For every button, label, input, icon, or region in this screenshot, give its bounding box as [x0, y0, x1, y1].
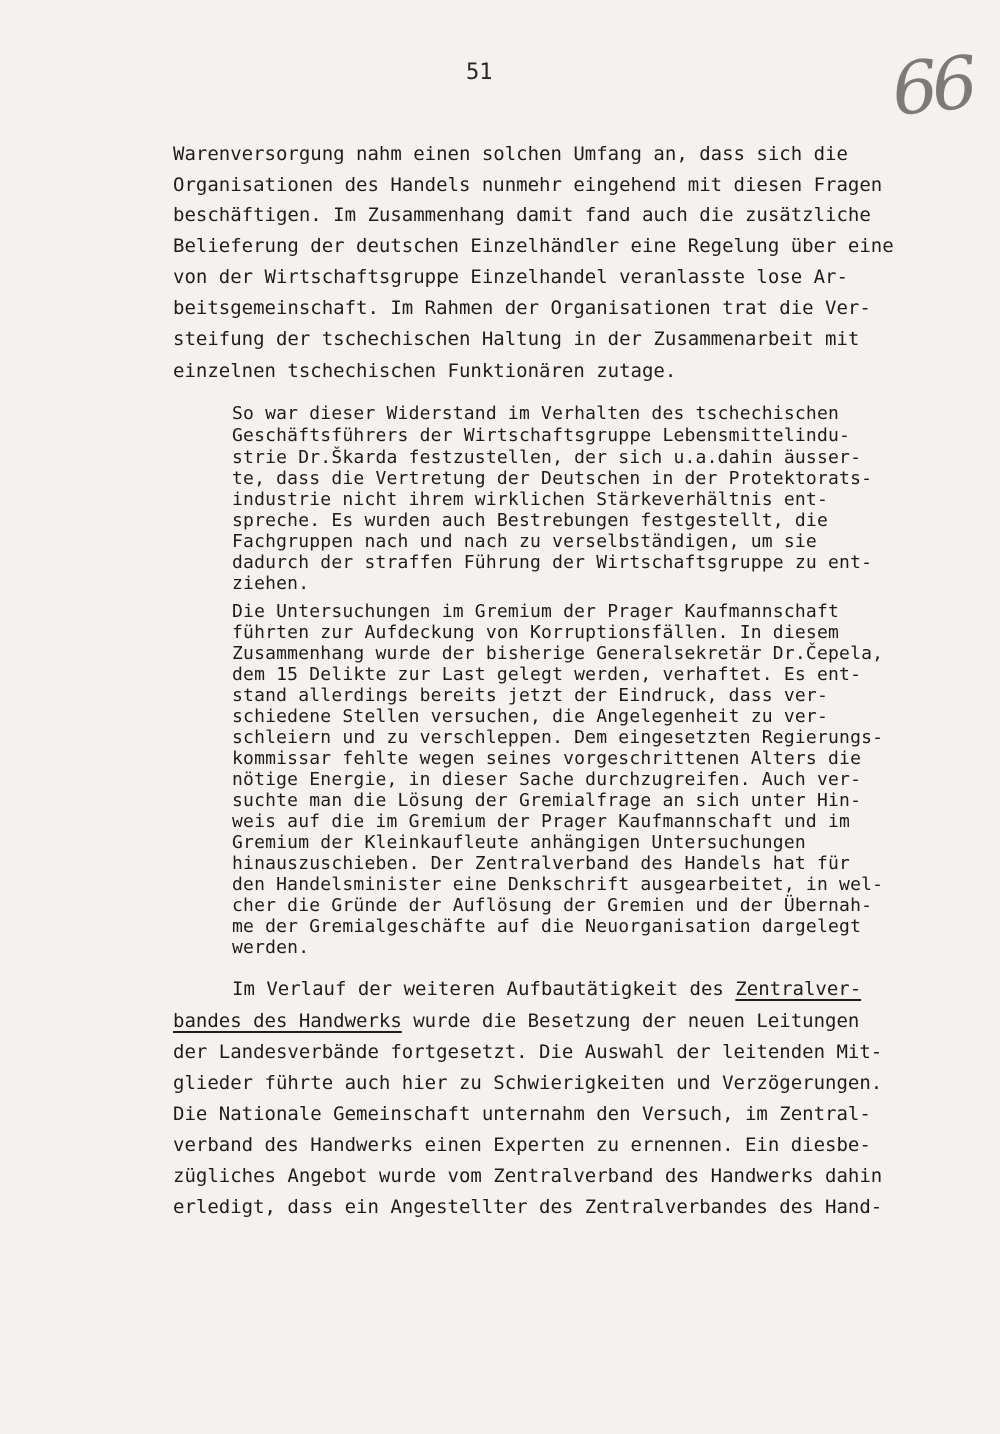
text-line: schiedene Stellen versuchen, die Angelegenheit zu ver-: [232, 706, 828, 727]
underlined-heading-part: Zentralver-: [735, 978, 862, 1000]
text-line: me der Gremialgeschäfte auf die Neuorganisation dargelegt: [232, 916, 862, 937]
text-line: Belieferung der deutschen Einzelhändler eine Regelung über eine: [173, 235, 894, 257]
text-line: dadurch der straffen Führung der Wirtschaftsgruppe zu ent-: [232, 552, 873, 573]
text-line: ziehen.: [232, 573, 310, 594]
text-line: suchte man die Lösung der Gremialfrage an sich unter Hin-: [232, 790, 862, 811]
text-line: beitsgemeinschaft. Im Rahmen der Organisationen trat die Ver-: [173, 297, 871, 319]
text-line: Zusammenhang wurde der bisherige Generalsekretär Dr.Čepela,: [232, 643, 884, 664]
text-line: dem 15 Delikte zur Last gelegt werden, verhaftet. Es ent-: [232, 664, 862, 685]
text-line: industrie nicht ihrem wirklichen Stärkeverhältnis ent-: [232, 489, 828, 510]
text-run: wurde die Besetzung der neuen Leitungen: [401, 1010, 860, 1032]
text-line: führten zur Aufdeckung von Korruptionsfällen. In diesem: [232, 622, 840, 643]
text-line: Gremium der Kleinkaufleute anhängigen Untersuchungen: [232, 832, 806, 853]
text-run: Im Verlauf der weiteren Aufbautätigkeit des: [232, 978, 736, 1000]
text-line: erledigt, dass ein Angestellter des Zentralverbandes des Hand-: [173, 1196, 883, 1218]
text-line: cher die Gründe der Auflösung der Gremien und der Übernah-: [232, 895, 873, 916]
text-line: verband des Handwerks einen Experten zu ernennen. Ein diesbe-: [173, 1134, 871, 1156]
underlined-heading-part: bandes des Handwerks: [173, 1010, 402, 1032]
text-line: den Handelsminister eine Denkschrift ausgearbeitet, in wel-: [232, 874, 884, 895]
handwritten-folio-number: 66: [887, 40, 976, 132]
text-line: strie Dr.Škarda festzustellen, der sich u.a.dahin äusser-: [232, 447, 862, 468]
page-number: 51: [466, 60, 493, 85]
text-line: steifung der tschechischen Haltung in der Zusammenarbeit mit: [173, 328, 860, 350]
text-line: weis auf die im Gremium der Prager Kaufmannschaft und im: [232, 811, 851, 832]
text-line: spreche. Es wurden auch Bestrebungen festgestellt, die: [232, 510, 828, 531]
text-line: werden.: [232, 937, 310, 958]
text-line: [232, 980, 861, 999]
text-line: So war dieser Widerstand im Verhalten des tschechischen: [232, 403, 840, 424]
text-line: Warenversorgung nahm einen solchen Umfang an, dass sich die: [173, 143, 848, 165]
text-line: glieder führte auch hier zu Schwierigkeiten und Verzögerungen.: [173, 1072, 883, 1094]
text-line: Organisationen des Handels nunmehr eingehend mit diesen Fragen: [173, 174, 883, 196]
text-line: te, dass die Vertretung der Deutschen in der Protektorats-: [232, 468, 873, 489]
text-line: stand allerdings bereits jetzt der Eindruck, dass ver-: [232, 685, 828, 706]
text-line: der Landesverbände fortgesetzt. Die Auswahl der leitenden Mit-: [173, 1041, 883, 1063]
text-line: zügliches Angebot wurde vom Zentralverband des Handwerks dahin: [173, 1165, 883, 1187]
text-line: einzelnen tschechischen Funktionären zutage.: [173, 360, 677, 382]
text-line: Die Nationale Gemeinschaft unternahm den Versuch, im Zentral-: [173, 1103, 871, 1125]
text-line: hinauszuschieben. Der Zentralverband des Handels hat für: [232, 853, 851, 874]
text-line: [173, 1012, 859, 1031]
text-line: beschäftigen. Im Zusammenhang damit fand auch die zusätzliche: [173, 204, 871, 226]
text-line: von der Wirtschaftsgruppe Einzelhandel veranlasste lose Ar-: [173, 266, 848, 288]
text-line: schleiern und zu verschleppen. Dem eingesetzten Regierungs-: [232, 727, 884, 748]
text-line: Fachgruppen nach und nach zu verselbständigen, um sie: [232, 531, 817, 552]
text-line: Geschäftsführers der Wirtschaftsgruppe Lebensmittelindu-: [232, 425, 851, 446]
text-line: nötige Energie, in dieser Sache durchzugreifen. Auch ver-: [232, 769, 862, 790]
text-line: Die Untersuchungen im Gremium der Prager Kaufmannschaft: [232, 601, 840, 622]
text-line: kommissar fehlte wegen seines vorgeschrittenen Alters die: [232, 748, 862, 769]
